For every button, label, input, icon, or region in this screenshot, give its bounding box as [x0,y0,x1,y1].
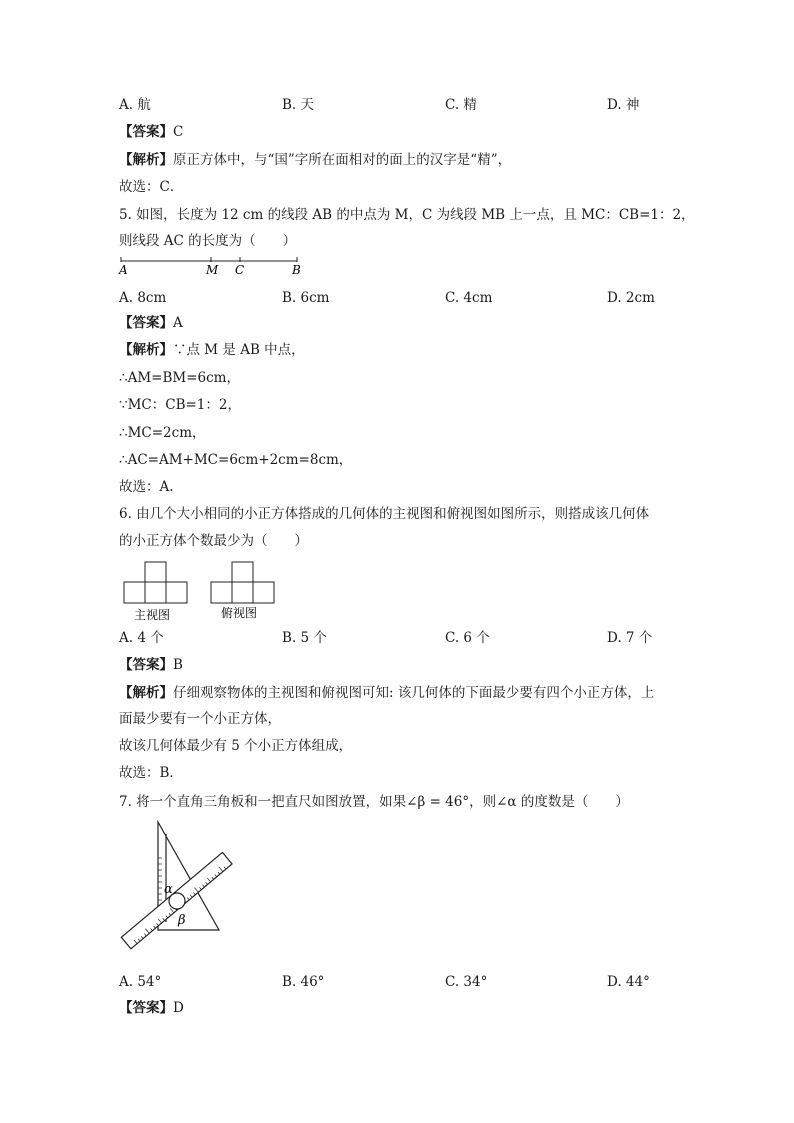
answer-tag: 【答案】 [119,657,173,673]
answer-value: D [173,1000,184,1016]
answer-tag: 【答案】 [119,124,173,140]
answer-value: B [173,657,183,673]
q7-triangle-ruler-figure [115,818,245,968]
label-c: C [235,263,245,277]
q7-answer [119,999,184,1017]
answer-value: A [173,315,183,331]
q5-option-d: D. 2cm [607,290,655,306]
q6-option-d: D. 7 个 [607,630,653,646]
q6-analysis-line2: 面最少要有一个小正方体， [119,711,281,727]
label-a: A [119,263,128,277]
q4-option-b: B. 天 [282,97,315,113]
beta-label: β [178,913,186,928]
analysis-text: ∵点 M 是 AB 中点， [173,342,305,358]
q5-stem-line2: 则线段 AC 的长度为（ ） [119,233,297,249]
answer-tag: 【答案】 [119,1000,173,1016]
analysis-text: 原正方体中，与“国”字所在面相对的面上的汉字是“精”， [173,152,512,168]
q6-views-figure [118,558,298,626]
q6-conclusion: 故选：B． [119,765,183,781]
q5-conclusion: 故选：A. [119,479,174,495]
top-view-label: 俯视图 [221,606,258,620]
q6-stem-line1: 6. 由几个大小相同的小正方体搭成的几何体的主视图和俯视图如图所示，则搭成该几何体 [119,506,650,522]
q5-stem-line1: 5. 如图，长度为 12 cm 的线段 AB 的中点为 M，C 为线段 MB 上一点，且 MC：CB=1：2， [119,207,695,223]
front-view-label: 主视图 [134,608,171,622]
analysis-tag: 【解析】 [119,685,173,701]
set-square-ticks [158,858,162,900]
q7-option-c: C. 34° [445,974,488,990]
label-b: B [292,263,301,277]
q5-analysis-line1 [119,341,305,359]
q7-option-b: B. 46° [282,974,325,990]
q6-analysis-line1 [119,684,654,702]
q5-option-b: B. 6cm [282,290,330,306]
q7-stem: 7. 将一个直角三角板和一把直尺如图放置，如果∠β = 46°，则∠α 的度数是（ ） [119,794,629,810]
q5-analysis-line5: ∴AC=AM+MC=6cm+2cm=8cm， [119,452,353,468]
q7-option-d: D. 44° [607,974,650,990]
analysis-text: 仔细观察物体的主视图和俯视图可知: 该几何体的下面最少要有四个小正方体，上 [173,685,655,701]
front-view [124,562,187,603]
label-m: M [206,263,219,277]
q5-option-a: A. 8cm [119,290,167,306]
q5-analysis-line2: ∴AM=BM=6cm， [119,370,240,386]
answer-value: C [173,124,184,140]
q6-stem-line2: 的小正方体个数最少为（ ） [119,533,308,549]
q6-option-c: C. 6 个 [445,630,490,646]
q7-option-a: A. 54° [119,974,162,990]
q6-option-b: B. 5 个 [282,630,327,646]
top-view [211,562,274,603]
q5-segment-figure [115,253,315,279]
analysis-tag: 【解析】 [119,342,173,358]
q5-answer [119,314,183,332]
q4-option-c: C. 精 [445,97,477,113]
q6-analysis-line3: 故该几何体最少有 5 个小正方体组成， [119,738,353,754]
q5-analysis-line4: ∴MC=2cm， [119,425,206,441]
q4-conclusion: 故选：C． [119,179,184,195]
q4-answer [119,123,183,141]
q4-analysis [119,151,511,169]
q4-option-a: A. 航 [119,97,151,113]
q5-analysis-line3: ∵MC：CB=1：2， [119,397,241,413]
alpha-label: α [164,882,173,897]
answer-tag: 【答案】 [119,315,173,331]
q6-option-a: A. 4 个 [119,630,164,646]
q6-answer [119,656,183,674]
analysis-tag: 【解析】 [119,152,173,168]
q5-option-c: C. 4cm [445,290,493,306]
q4-option-d: D. 神 [607,97,640,113]
